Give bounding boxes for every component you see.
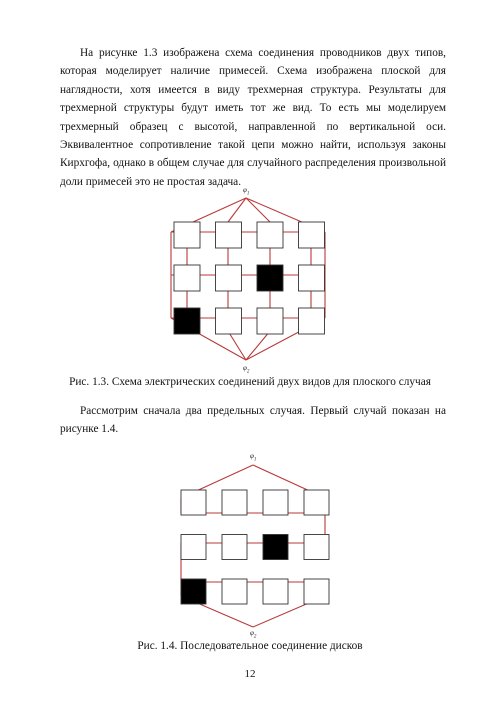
paragraph-intro: На рисунке 1.3 изображена схема соединения проводников двух типов, которая моделирует наличие примесей. Схема изображена плоской для наглядности, хотя имеется в виду трехмерная структура. Результаты для трехмерной структуры будут иметь тот же вид. То есть мы моделируем трехмерный образец с высотой, направленной по вертикальной оси. Эквивалентное сопротивление такой цепи можно найти, используя законы Кирхгофа, однако в общем случае для случайного распределения произвольной доли примесей это не простая задача. (60, 47, 446, 188)
conductor-cell (304, 490, 329, 515)
conductor-cell (263, 579, 288, 604)
conductor-cell (304, 579, 329, 604)
figure-caption-1-4: Рис. 1.4. Последовательное соединение дисков (137, 640, 363, 652)
conductor-cell (222, 579, 247, 604)
impurity-cell (181, 579, 206, 604)
conductor-cell (222, 535, 247, 560)
phi2-label-fig1: $\varphi_2$ (243, 364, 250, 375)
phi1-label-fig1: $\varphi_1$ (243, 186, 250, 197)
phi2-label-fig2: $\varphi_2$ (250, 629, 257, 640)
conductor-cell (181, 535, 206, 560)
page-number: 12 (244, 668, 256, 680)
conductor-cell (181, 490, 206, 515)
impurity-cell (263, 535, 288, 560)
figure-caption-1-3: Рис. 1.3. Схема электрических соединений двух видов для плоского случая (69, 376, 431, 388)
phi1-label-fig2: $\varphi_1$ (250, 452, 257, 463)
cells (181, 490, 329, 604)
conductor-cell (222, 490, 247, 515)
conductor-cell (263, 490, 288, 515)
paragraph-limit-cases: Рассмотрим сначала два предельных случая. Первый случай показан на рисунке 1.4. (60, 405, 446, 436)
conductor-cell (304, 535, 329, 560)
